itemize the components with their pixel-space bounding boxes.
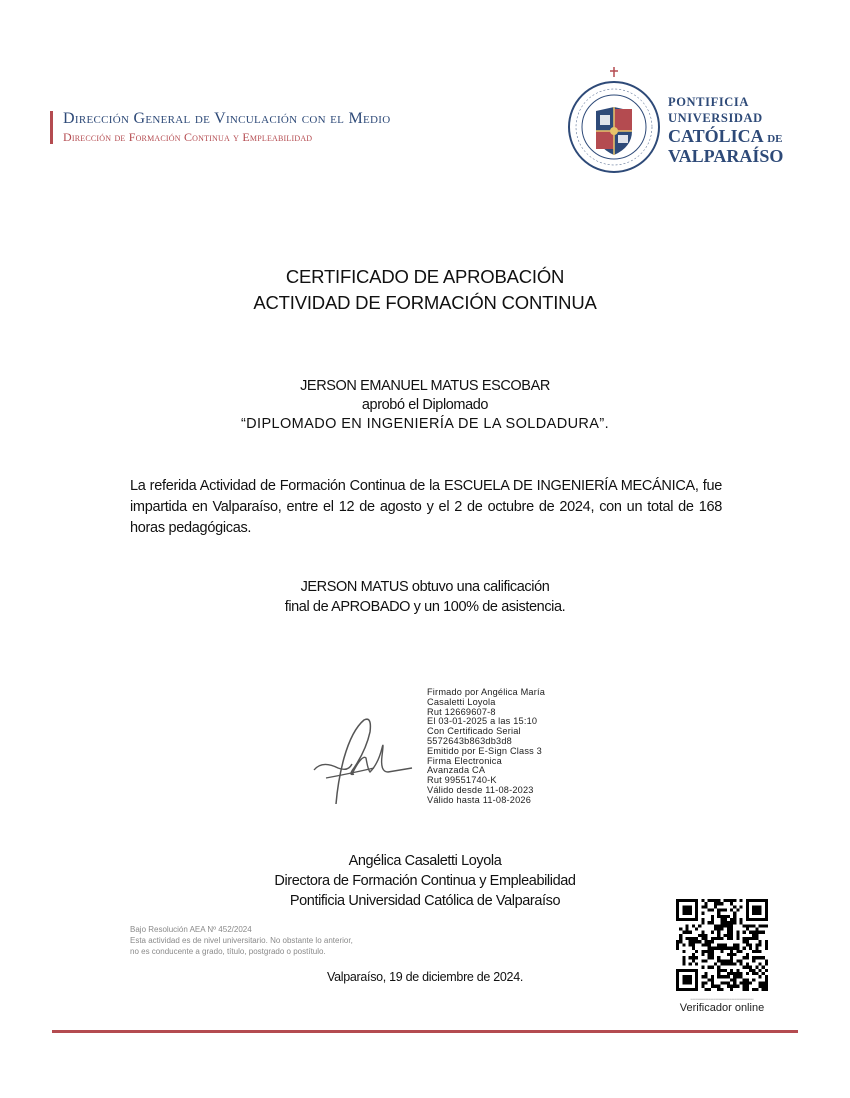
- approved-text: aprobó el Diplomado: [361, 397, 489, 413]
- sig-line: Rut 12669607-8: [427, 706, 496, 717]
- sig-line: Válido desde 11-08-2023: [427, 784, 534, 795]
- issue-date: Valparaíso, 19 de diciembre de 2024.: [326, 970, 524, 984]
- university-seal-logo: [566, 65, 662, 175]
- university-wordmark: [668, 96, 783, 165]
- legal-line-1: Bajo Resolución AEA Nº 452/2024: [130, 925, 252, 934]
- course-name: “DIPLOMADO EN INGENIERÍA DE LA SOLDADURA”.: [240, 416, 610, 432]
- grade-line-2: final de APROBADO y un 100% de asistencia.: [284, 599, 566, 615]
- recipient-name: JERSON EMANUEL MATUS ESCOBAR: [300, 378, 550, 394]
- qr-hash-text: ••••••••••••••••••••••••••••••••••••••••••••••••••••••••••••: [690, 997, 754, 1001]
- certificate-title: CERTIFICADO DE APROBACIÓN: [285, 266, 565, 287]
- sig-line: Casaletti Loyola: [427, 696, 496, 707]
- signer-role: Directora de Formación Continua y Empleabilidad: [274, 873, 576, 889]
- brand-line-1: PONTIFICIA: [668, 95, 750, 109]
- footer-rule: [52, 1030, 798, 1033]
- sig-line: Emitido por E-Sign Class 3: [427, 745, 542, 756]
- grade-line-1: JERSON MATUS obtuvo una calificación: [300, 579, 550, 595]
- activity-description: La referida Actividad de Formación Continua de la ESCUELA DE INGENIERÍA MECÁNICA, fue impartida en Valparaíso, entre el 12 de agosto y el 2 de octubre de 2024, con un total de 168 horas pedagógicas.: [130, 478, 722, 536]
- legal-line-3: no es conducente a grado, título, postgrado o postítulo.: [130, 947, 326, 956]
- verifier-label: Verificador online: [679, 1002, 765, 1014]
- subdepartment-name: Dirección de Formación Continua y Empleabilidad: [63, 130, 313, 144]
- legal-line-2: Esta actividad es de nivel universitario. No obstante lo anterior,: [130, 936, 353, 945]
- sig-line: Firmado por Angélica María: [427, 687, 546, 697]
- certificate-subtitle: ACTIVIDAD DE FORMACIÓN CONTINUA: [253, 292, 597, 313]
- sig-line: Avanzada CA: [427, 765, 486, 776]
- brand-line-2: UNIVERSIDAD: [668, 110, 763, 125]
- digital-signature-info: [427, 688, 545, 806]
- sig-line: El 03-01-2025 a las 15:10: [427, 716, 538, 727]
- handwritten-signature: [308, 710, 418, 810]
- grade-statement: [0, 577, 850, 617]
- legal-note: [130, 924, 353, 957]
- sig-line: Con Certificado Serial: [427, 726, 521, 737]
- sig-line: Rut 99551740-K: [427, 775, 497, 786]
- sig-line: Firma Electronica: [427, 755, 502, 766]
- brand-line-3: [668, 127, 783, 145]
- header-accent-bar: [50, 111, 53, 144]
- qr-code[interactable]: [676, 899, 768, 991]
- department-name: Dirección General de Vinculación con el Medio: [63, 110, 391, 127]
- signer-institution: Pontificia Universidad Católica de Valparaíso: [289, 893, 561, 909]
- brand-catolica: CATÓLICA: [668, 126, 763, 146]
- sig-line: Válido hasta 11-08-2026: [427, 794, 532, 805]
- brand-de: DE: [767, 133, 783, 145]
- sig-line: 5572643b863db3d8: [427, 735, 512, 746]
- signer-name: Angélica Casaletti Loyola: [348, 853, 502, 869]
- header: [63, 110, 390, 145]
- brand-line-4: VALPARAÍSO: [668, 146, 784, 166]
